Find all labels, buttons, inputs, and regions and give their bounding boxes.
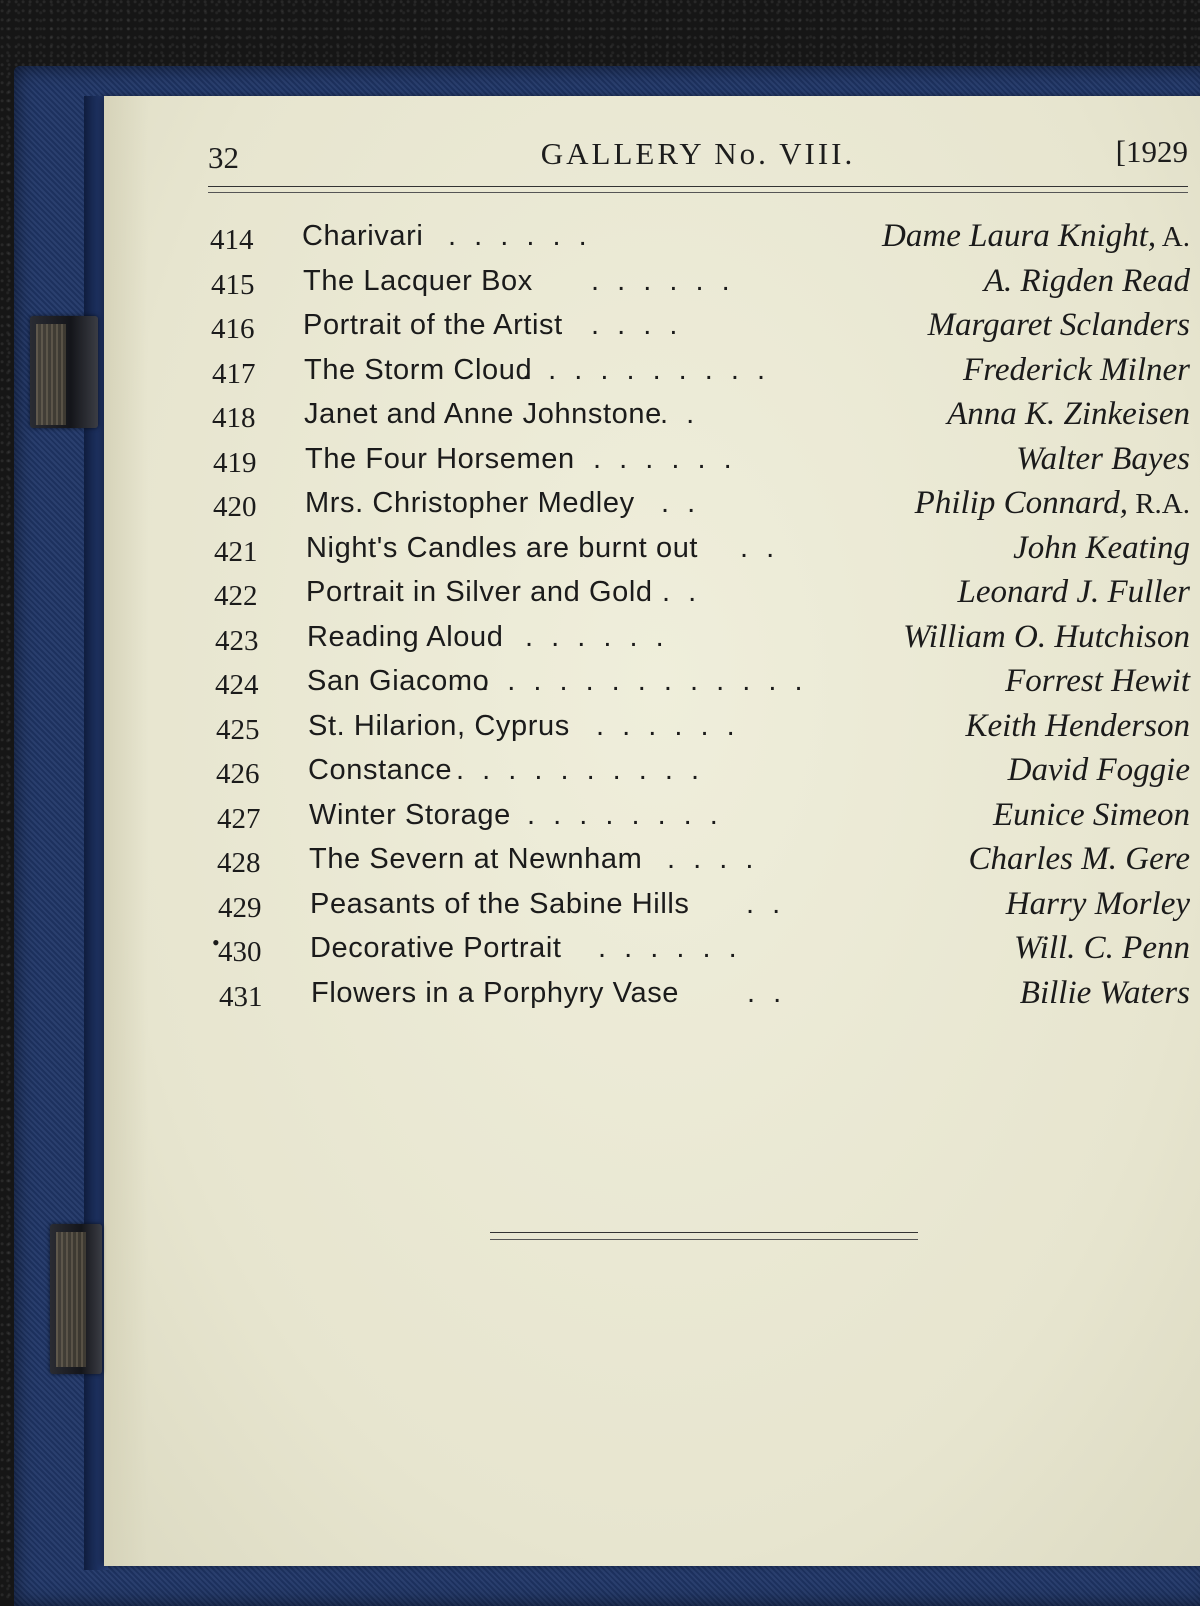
list-item — [210, 218, 1190, 263]
list-item — [213, 441, 1190, 486]
entry-number: 430 — [218, 936, 262, 968]
page-number: 32 — [208, 140, 239, 175]
dot-leader: . . . . . . — [596, 709, 740, 742]
list-item — [212, 396, 1190, 441]
entry-number: 418 — [212, 402, 256, 434]
dot-leader: . . — [661, 487, 701, 519]
end-rule — [490, 1232, 918, 1240]
entry-number: 427 — [217, 802, 261, 835]
entry-artist — [993, 797, 1190, 834]
artist-suffix: R.A. — [1127, 488, 1190, 520]
list-item — [212, 352, 1190, 397]
entry-number: 429 — [218, 891, 262, 924]
entry-artist — [947, 396, 1190, 433]
artist-name: Walter Bayes — [1016, 440, 1190, 477]
artist-name: Harry Morley — [1005, 885, 1190, 922]
entry-number: 419 — [213, 446, 257, 479]
entry-number: 415 — [211, 268, 255, 301]
entry-title: Winter Storage — [309, 798, 511, 831]
page-header — [208, 130, 1188, 180]
entry-title: The Lacquer Box — [303, 264, 533, 297]
dot-leader: . . . . . . — [525, 620, 669, 653]
dot-leader: . . . . . . — [448, 220, 592, 252]
list-item — [216, 752, 1190, 797]
entry-number: 414 — [210, 224, 254, 256]
entry-title: Peasants of the Sabine Hills — [310, 887, 690, 920]
clasp-bottom-icon — [50, 1224, 102, 1374]
list-item — [214, 530, 1190, 575]
artist-name: Billie Waters — [1019, 974, 1190, 1011]
entry-artist — [1013, 530, 1190, 567]
header-rule — [208, 186, 1188, 193]
entry-title: The Four Horsemen — [305, 442, 575, 475]
entry-artist — [915, 485, 1190, 522]
artist-name: Charles M. Gere — [968, 841, 1190, 877]
entry-marker: • — [212, 930, 220, 955]
entry-artist — [965, 708, 1190, 745]
entry-artist — [969, 841, 1191, 878]
list-item — [213, 485, 1190, 530]
list-item — [215, 619, 1190, 664]
dot-leader: . . . . . . . . . . — [522, 353, 771, 386]
entry-title: Mrs. Christopher Medley — [305, 487, 635, 519]
entry-title: St. Hilarion, Cyprus — [308, 709, 570, 742]
dot-leader: . . . . . . . . — [527, 798, 723, 831]
artist-name: Forrest Hewit — [1005, 663, 1190, 699]
list-item — [217, 797, 1190, 842]
entry-artist — [1016, 441, 1190, 478]
artist-name: Frederick Milner — [963, 351, 1190, 388]
entry-number: 424 — [215, 669, 259, 701]
entry-artist — [1020, 975, 1190, 1012]
dot-leader: . . . . — [591, 309, 683, 341]
dot-leader: . . . . . . — [593, 442, 737, 475]
list-item — [217, 841, 1190, 886]
entry-artist — [1014, 930, 1190, 967]
page-gutter-shadow — [104, 96, 148, 1566]
dot-leader: . . . . . . . . . . — [456, 754, 705, 786]
artist-name: Anna K. Zinkeisen — [947, 396, 1190, 432]
entry-title: Night's Candles are burnt out — [306, 531, 699, 564]
entry-number: 425 — [216, 713, 260, 746]
entry-title: Constance — [308, 754, 453, 786]
entry-artist — [984, 263, 1190, 300]
entry-title: Decorative Portrait — [310, 932, 562, 964]
artist-name: Eunice Simeon — [992, 796, 1190, 833]
page-year: [1929 — [1115, 134, 1188, 169]
entry-number: 428 — [217, 847, 261, 879]
entry-title: Janet and Anne Johnstone — [304, 398, 662, 430]
dot-leader: . . — [747, 976, 787, 1009]
entry-number: 431 — [219, 980, 263, 1013]
entry-artist — [958, 574, 1191, 611]
dot-leader: . . — [660, 398, 700, 430]
entry-artist — [1008, 752, 1190, 789]
dot-leader: . . — [662, 576, 702, 608]
list-item — [218, 886, 1190, 931]
artist-name: Will. C. Penn — [1014, 930, 1190, 966]
list-item — [211, 263, 1190, 308]
dot-leader: . . . . . . — [598, 932, 742, 964]
list-item — [215, 663, 1190, 708]
entry-number: 426 — [216, 758, 260, 790]
artist-suffix: A. — [1156, 221, 1190, 253]
entry-number: 422 — [214, 580, 258, 612]
artist-name: William O. Hutchison — [903, 618, 1190, 655]
entry-number: 416 — [211, 313, 255, 345]
list-item — [211, 307, 1190, 352]
list-item — [214, 574, 1190, 619]
dot-leader: . . . . — [667, 843, 759, 875]
artist-name: Philip Connard, — [914, 485, 1128, 521]
entry-title: Reading Aloud — [307, 620, 504, 653]
dot-leader: . . — [740, 531, 780, 564]
entry-title: Portrait in Silver and Gold — [306, 576, 653, 608]
clasp-top-icon — [30, 316, 98, 428]
artist-name: A. Rigden Read — [983, 262, 1190, 299]
entry-artist — [928, 307, 1190, 344]
entry-artist — [903, 619, 1190, 656]
entry-number: 417 — [212, 357, 256, 390]
dot-leader: . . . . . . . . . . . . . . — [455, 665, 808, 697]
entry-artist — [882, 218, 1190, 255]
list-item — [212, 930, 1190, 975]
entry-artist — [1006, 886, 1190, 923]
dot-leader: . . . . . . — [591, 264, 735, 297]
artist-name: Dame Laura Knight, — [882, 218, 1157, 254]
entry-number: 423 — [215, 624, 259, 657]
artist-name: David Foggie — [1007, 752, 1190, 788]
page-title: GALLERY No. VIII. — [540, 136, 856, 171]
artist-name: Margaret Sclanders — [927, 307, 1190, 343]
catalogue-list — [210, 218, 1190, 1019]
artist-name: John Keating — [1013, 529, 1190, 566]
entry-title: Portrait of the Artist — [303, 309, 563, 341]
entry-title: The Storm Cloud — [304, 353, 533, 386]
artist-name: Keith Henderson — [965, 707, 1190, 744]
entry-title: The Severn at Newnham — [309, 843, 643, 875]
entry-title: San Giacomo — [307, 665, 490, 697]
entry-number: 421 — [214, 535, 258, 568]
entry-artist — [963, 352, 1190, 389]
entry-number: 420 — [213, 491, 257, 523]
dot-leader: . . — [746, 887, 786, 920]
artist-name: Leonard J. Fuller — [957, 574, 1190, 610]
entry-title: Charivari — [302, 220, 424, 252]
entry-artist — [1005, 663, 1190, 700]
list-item — [219, 975, 1190, 1020]
list-item — [216, 708, 1190, 753]
entry-title: Flowers in a Porphyry Vase — [311, 976, 680, 1009]
